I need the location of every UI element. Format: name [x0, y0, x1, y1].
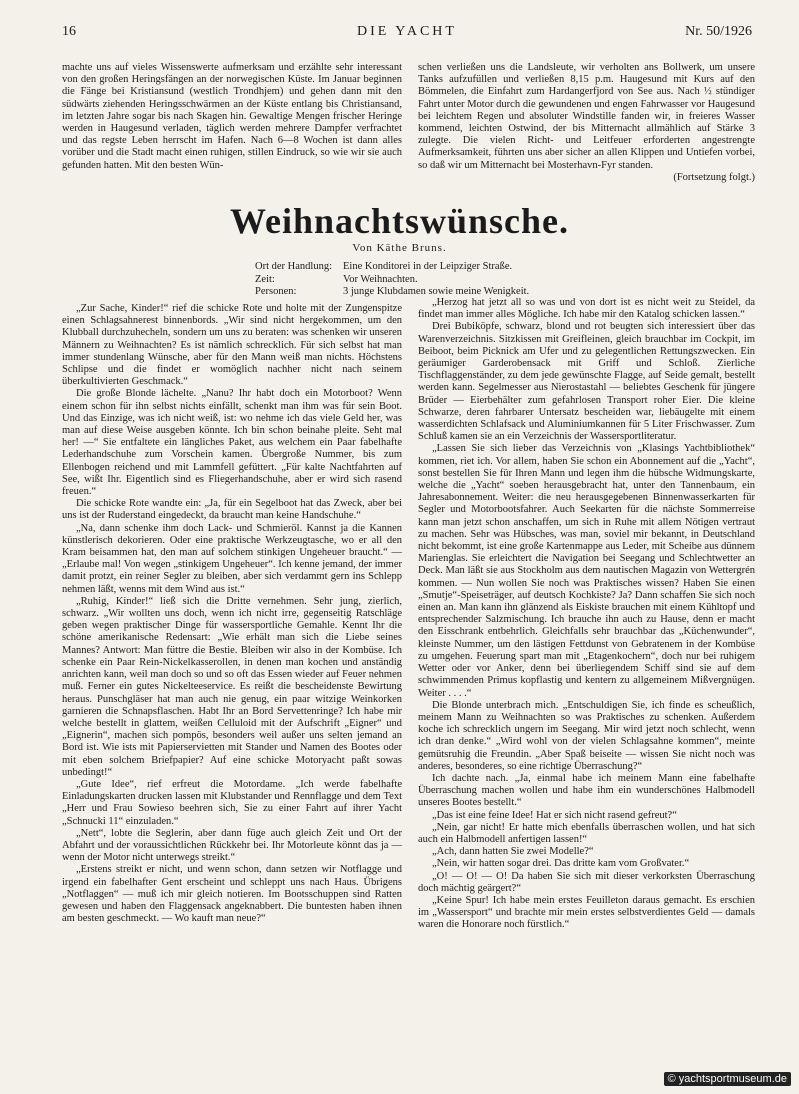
paragraph: „Erstens streikt er nicht, und wenn schon, dann setzen wir Notflagge und irgend ein fabelhafter Gent erscheint und schleppt uns nach Haus. Übrigens „Notflaggen“ — muß ich mir gleich notieren. Im Bootsschuppen sind Ratten gewesen und haben den Flaggensack angeknabbert. Die buntesten haben ihnen am besten geschmeckt. — Wo kauft man neue?“	[62, 864, 402, 925]
paragraph: „Nein, gar nicht! Er hatte mich ebenfalls überraschen wollen, und hat sich auch ein Halbmodell anfertigen lassen!“	[418, 821, 755, 845]
paragraph: „Nein, wir hatten sogar drei. Das dritte kam vom Großvater.“	[432, 858, 690, 870]
article-column-1	[62, 303, 402, 925]
paragraph: „Ach, dann hatten Sie zwei Modelle?“	[432, 846, 594, 858]
issue-number: Nr. 50/1926	[685, 24, 752, 39]
cast-row	[255, 274, 675, 287]
article-column-2	[418, 297, 755, 932]
paragraph: „O! — O! — O! Da haben Sie sich mit dieser verkorksten Überraschung doch mächtig geärgert?“	[418, 870, 755, 894]
article-author: Von Käthe Bruns.	[352, 242, 447, 254]
cast-key: Ort der Handlung:	[255, 261, 332, 272]
cast-list	[255, 261, 675, 299]
paragraph: Drei Bubiköpfe, schwarz, blond und rot beugten sich interessiert über das Warenverzeichnis. Sitzkissen mit Greifleinen, gleich brauchbar im Cockpit, im Beiboot, beim Picknick am Ufer und zu gelegentlichen Rettungszwecken. Ein geräumiger Garderobensack mit Griff und Schloß. Zierliche Tischflaggenständer, zu dem jede gewünschte Flagge, auf Seide gemalt, bestellt werden kann. Segelmesser aus Nierostastahl — beliebtes Geschenk für jüngere Brüder — Eierbehälter zum gefahrlosen Transport roher Eier. Die kleine Schwarze, deren fahrbarer Untersatz bescheiden war, liebäugelte mit einem wasserdichten Schlafsack und Aluminiumkannen für 5 Liter Frischwasser. Zum Schluß kamen sie an ein Verzeichnis der Wassersportliteratur.	[418, 321, 755, 443]
paragraph: „Na, dann schenke ihm doch Lack- und Schmieröl. Kannst ja die Kannen künstlerisch dekorieren. Oder eine praktische Werkzeugtasche, wo er all den Kram beisammen hat, den man auf solchem stinkigen Ungeheuer braucht.“ — „Erlaube mal! Von wegen „stinkigem Ungeheuer“. Ich kenne jemand, der immer damit protzt, ein reiner Segler zu bleiben, aber sich verdammt gern ins Schlepp nehmen läßt, wenns mit dem Wind aus ist.“	[62, 522, 402, 595]
paragraph: „Keine Spur! Ich habe mein erstes Feuilleton daraus gemacht. Es erschien im „Wassersport“ und brachte mir mein erstes selbstverdientes Geld — damals waren die Honorare noch fürstlich.“	[418, 894, 755, 931]
cast-key: Personen:	[255, 286, 297, 297]
article-title: Weihnachtswünsche.	[229, 201, 570, 241]
prev-article-column-2	[418, 62, 755, 184]
paragraph: Ich dachte nach. „Ja, einmal habe ich meinem Mann eine fabelhafte Überraschung machen wollen und habe ihm ein wunderschönes Halbmodell unseres Bootes bestellt.“	[418, 772, 755, 809]
continued-note: (Fortsetzung folgt.)	[673, 171, 755, 183]
paragraph: Die große Blonde lächelte. „Nanu? Ihr habt doch ein Motorboot? Wenn einem schon für ihn selbst nichts einfällt, schenkt man ihm was für sein Boot. Und das Einzige, was ich nicht weiß, ist: wo nehme ich das viele Geld her, was man auf diese Weise ausgeben könnte. Ich bin schon beinahe pleite. Seht mal her! —“ Sie entfaltete ein längliches Paket, aus welchem ein Paar fabelhafte Lederhandschuhe zum Vorschein kamen. Übergroße Nummer, bis zum Ellenbogen reichend und mit Lammfell gefüttert. „Für kalte Nachtfahrten auf See, wißt Ihr. Eigentlich sind es Fliegerhandschuhe, aber er wird sich rasend freuen.“	[62, 388, 402, 498]
cast-value: Eine Konditorei in der Leipziger Straße.	[343, 261, 513, 272]
paragraph: „Herzog hat jetzt all so was und von dort ist es nicht weit zu Steidel, da findet man immer alles Mögliche. Ich habe mir den Katalog schicken lassen.“	[418, 297, 755, 321]
cast-key: Zeit:	[255, 273, 275, 285]
paragraph: „Gute Idee“, rief erfreut die Motordame. „Ich werde fabelhafte Einladungskarten drucken lassen mit Klubstander und Rennflagge und dem Text „Herr und Frau Sowieso beehren sich, Sie zu einer Fahrt auf ihrer Yacht „Schnucki 11“ einzuladen.“	[62, 778, 402, 827]
prev-article-column-1	[62, 62, 402, 172]
journal-title: DIE YACHT	[357, 24, 457, 39]
paragraph: „Lassen Sie sich lieber das Verzeichnis von „Klasings Yachtbibliothek“ kommen, riet ich. Vor allem, haben Sie schon ein Abonnement auf die „Yacht“, sonst bestellen Sie für Ihren Mann und legen ihm die hübsche Widmungskarte, welche die „Yacht“ soeben herausgebracht hat, unter den Tannenbaum, ein Jahresabonnement. Weiter: die neu herausgegebenen Binnenwasserkarten für Segler und Motorbootsfahrer. Auch Seekarten für die nächste Sommerreise kann man jetzt schon anschaffen, um sich in Ruhe mit allem Nötigen vertraut zu machen. Sehr was Hübsches, was man, soviel mir bekannt, in Deutschland nicht bekommt, ist eine große Kartenmappe aus Leder, mit Scheibe aus dünnem Marienglas. Sie erleichtert die Navigation bei Seegang und Schlechtwetter an Deck. Man läßt sie aus Stockholm aus dem nautischen Magazin von Wettergrén kommen. — Nun wollen Sie noch was Praktisches wissen? Haben Sie einen „Smutje“-Speiseträger, auf deutsch Kochkiste? Ja? Dann schaffen Sie sich noch einen an. Man kann ihn glänzend als Eiskiste brauchen mit einem Kühltopf und entsprechender Salzmischung. Ich brauche ihn auch zu Hause, denn er macht den Eisschrank entbehrlich. Gleichfalls sehr brauchbar das „Küchenwunder“, kleinste Nummer, um den lästigen Fettdunst von Gebratenem in der Kombüse zu umgehen. Feuerung spart man mit „Etagenkochern“, doch nur bei ruhigem Wetter oder vor Anker, denn bei überliegendem Schiff sind sie auf dem schwimmenden Primus kopflastig und kentern zu allgemeinem Mißvergnügen. Weiter . . . .“	[418, 443, 755, 699]
cast-row	[255, 261, 675, 274]
paragraph: Die Blonde unterbrach mich. „Entschuldigen Sie, ich finde es scheußlich, meinem Mann zu Weihnachten so was Praktisches zu schenken. Außerdem koche ich schrecklich ungern im Seegang. Mir wird jetzt noch schlecht, wenn ich dran denke.“ „Wird wohl von der vielen Schlagsahne kommen“, meinte gemütsruhig die Freundin. „Aber Spaß beiseite — wissen Sie nicht noch was anderes, besonderes, so eine richtige Überraschung?“	[418, 699, 755, 772]
page-header	[62, 24, 752, 44]
paragraph: schen verließen uns die Landsleute, wir verholten ans Bollwerk, um unsere Tanks aufzufüllen und verließen 8,15 p.m. Haugesund mit Kurs auf den Bömmelen, die Einfahrt zum Hardangerfjord von See aus. Nach ½ stündiger Fahrt unter Motor durch die gewundenen und engen Fahrwasser vor Haugesund bei leichtem Regen und absoluter Windstille fanden wir, in freieres Wasser kommend, leichten Ostwind, der bis Mitternacht allmählich auf Stärke 3 zulegte. Die vielen Richt- und Leitfeuer erforderten angestrengte Aufmerksamkeit, führten uns aber sicher an allen Klippen und Untiefen vorbei, so daß wir um Mitternacht bei Mosterhavn-Fyr standen.	[418, 62, 755, 171]
paragraph: machte uns auf vieles Wissenswerte aufmerksam und erzählte sehr interessant von den großen Heringsfängen an der norwegischen Küste. Im Januar beginnen die Fänge bei Kristiansund (westlich Trondhjem) und gehen dann mit den südwärts ziehenden Heringsschwärmen an der Küste entlang bis Christiansand, im letzten Jahre sogar bis nach Skagen hin. Gewaltige Mengen frischer Heringe werden in Haugesund verladen, täglich werden mehrere Dampfer verfrachtet und das regste Leben herrscht im Hafen. Nach 6—8 Wochen ist dann alles vorüber und die Stadt macht einen ruhigen, stillen Eindruck, so wie wir sie auch gefunden hatten. Mit den besten Wün-	[62, 62, 402, 171]
watermark[interactable]: © yachtsportmuseum.de	[664, 1072, 791, 1086]
paragraph: Die schicke Rote wandte ein: „Ja, für ein Segelboot hat das Zweck, aber bei uns ist der Ruderstand eingedeckt, da braucht man keine Handschuhe.“	[62, 498, 402, 522]
paragraph: „Ruhig, Kinder!“ ließ sich die Dritte vernehmen. Sehr jung, zierlich, schwarz. „Wir wollten uns doch, wenn ich nicht irre, gegenseitig Ratschläge geben wegen praktischer Dinge für wassersportliche Gemahle. Kennt Ihr die schöne amerikanische Redensart: „Wie erhält man sich die Liebe seines Mannes? Antwort: Man füttre die Bestie. Bleiben wir also in der Kombüse. Ich schenke ein Paar Rein-Nickelkasserollen, in denen man kochen und anständig anrichten kann, weil man doch so und so oft das Essen wieder auf Feuer nehmen muß. Ferner ein gutes Nickelteeservice. Es reißt die bescheidenste Bewirtung heraus. Punschgläser hat man auch nie genug, ein paar witzige Weinkorken garnieren die Schnapsflaschen. Habt Ihr an Bord Servettenringe? Ich habe mir welche bestellt in glattem, weißen Celluloid mit der Aufschrift „Eigner“ und „Eignerin“, machen sich pompös, besonders weil außer uns selten jemand an Bord ist. Wie ists mit Papierservietten mit Stander und Namen des Bootes oder mit eben solchem Briefpapier? Auf eine schicke Motoryacht paßt sowas unbedingt!“	[62, 595, 402, 778]
paragraph: „Zur Sache, Kinder!“ rief die schicke Rote und holte mit der Zungenspitze einen Schlagsahnerest binnenbords. „Wir sind nicht hergekommen, um den Klubball durchzuhecheln, sondern um uns zu beraten: was schenken wir unseren Männern zu Weihnachten? Es ist nämlich schrecklich. Für sich selbst hat man immer stundenlang Wünsche, aber für den Mann weiß man nichts. Höchstens Schlipse und die findet er womöglich nachher nicht nach seinem überkultivierten Geschmack.“	[62, 303, 402, 388]
paragraph: „Das ist eine feine Idee! Hat er sich nicht rasend gefreut?“	[432, 809, 677, 821]
cast-value: 3 junge Klubdamen sowie meine Wenigkeit.	[343, 286, 530, 297]
cast-value: Vor Weihnachten.	[343, 273, 418, 285]
paragraph: „Nett“, lobte die Seglerin, aber dann füge auch gleich Zeit und Ort der Abfahrt und der voraussichtlichen Rückkehr bei. Ihr Motorleute könnt das ja — wenn der Motor nicht unterwegs streikt.“	[62, 827, 402, 864]
page-number: 16	[62, 24, 76, 39]
